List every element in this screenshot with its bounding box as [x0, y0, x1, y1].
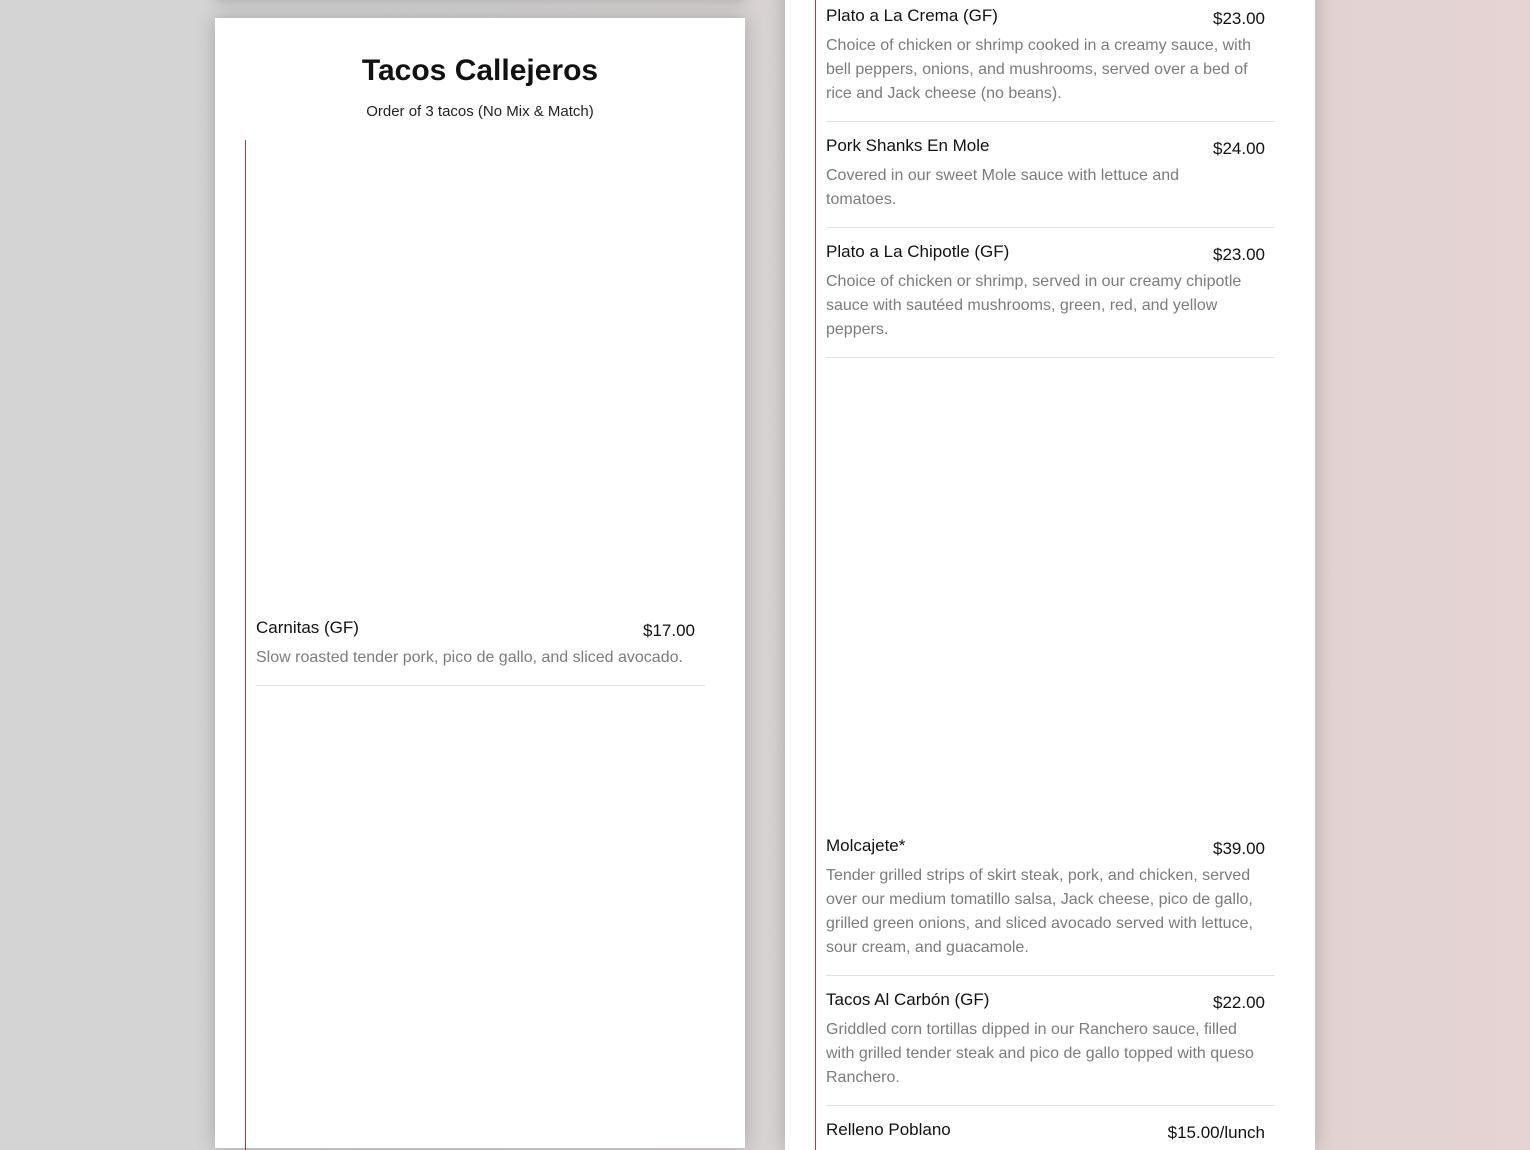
menu-item-pork-shanks-en-mole: [826, 136, 1275, 228]
menu-item-name: Pork Shanks En Mole: [826, 136, 990, 155]
menu-card-tacos-callejeros: [215, 18, 745, 1148]
accent-divider-line: [815, 0, 816, 1150]
menu-item-price: $23.00: [1213, 9, 1265, 28]
menu-item-plato-a-la-crema: [826, 6, 1275, 122]
menu-item-price: $39.00: [1213, 839, 1265, 858]
menu-item-description: Choice of chicken or shrimp, served in our creamy chipotle sauce with sautéed mushrooms, green, red, and yellow peppers.: [826, 273, 1242, 338]
menu-item-name: Carnitas (GF): [256, 618, 359, 637]
accent-divider-line: [245, 140, 246, 1150]
menu-item-description: Choice of chicken or shrimp cooked in a creamy sauce, with bell peppers, onions, and mushrooms, served over a bed of rice and Jack cheese (no beans).: [826, 37, 1252, 102]
menu-item-price: $17.00: [643, 621, 695, 640]
menu-item-description: Covered in our sweet Mole sauce with lettuce and tomatoes.: [826, 167, 1180, 208]
menu-item-plato-a-la-chipotle: [826, 242, 1275, 358]
menu-item-description: Slow roasted tender pork, pico de gallo, and sliced avocado.: [256, 649, 683, 666]
section-subtitle: Order of 3 tacos (No Mix & Match): [366, 103, 594, 120]
menu-item-description: Tender grilled strips of skirt steak, pork, and chicken, served over our medium tomatillo salsa, Jack cheese, pico de gallo, grilled green onions, and sliced avocado served with lettuce, sour cream, and guacamole.: [826, 867, 1253, 956]
menu-item-price: $15.00/lunch: [1167, 1123, 1265, 1142]
menu-item-name: Molcajete*: [826, 836, 906, 855]
menu-item-description: Griddled corn tortillas dipped in our Ranchero sauce, filled with grilled tender steak and pico de gallo topped with queso Ranchero.: [826, 1021, 1254, 1086]
menu-item-name: Relleno Poblano: [826, 1120, 951, 1139]
menu-item-price: $22.00: [1213, 993, 1265, 1012]
menu-item-price: $23.00: [1213, 245, 1265, 264]
menu-item-molcajete: [826, 836, 1275, 976]
menu-card-entrees: [785, 0, 1315, 1150]
section-title: Tacos Callejeros: [361, 54, 599, 87]
menu-item-relleno-poblano: [826, 1120, 1275, 1144]
menu-item-name: Plato a La Chipotle (GF): [826, 242, 1010, 261]
menu-item-tacos-al-carbon: [826, 990, 1275, 1106]
menu-item-name: Plato a La Crema (GF): [826, 6, 998, 25]
menu-item-name: Tacos Al Carbón (GF): [826, 990, 990, 1009]
menu-item-price: $24.00: [1213, 139, 1265, 158]
menu-item-carnitas: [256, 618, 705, 686]
